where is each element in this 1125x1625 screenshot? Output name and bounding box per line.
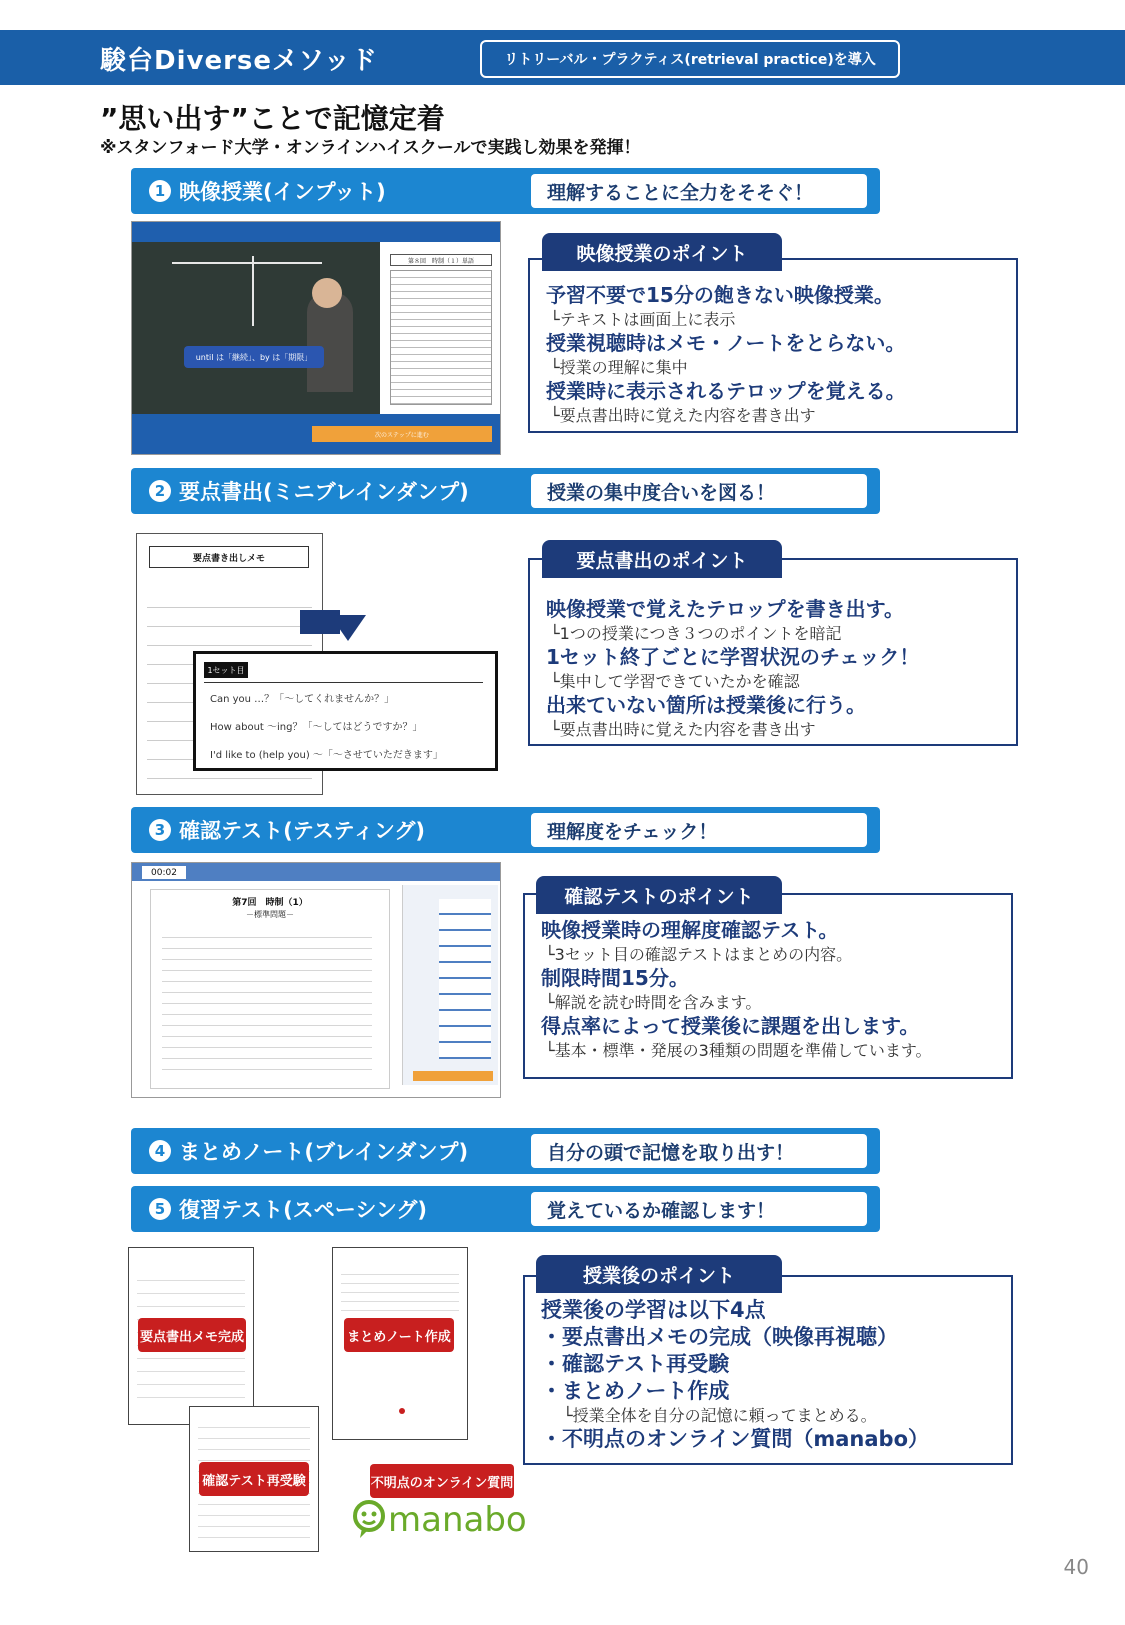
step-bar-2 [131, 468, 880, 514]
test-screenshot: 00:02 第7回 時制（1） －標準問題－ [131, 862, 501, 1098]
word-table: 第８回 時制（１）単語 [380, 242, 501, 414]
arrow-down-icon [330, 615, 366, 641]
memo-sheet-zoom: 1セット目 Can you …？「～してくれませんか？」 How about ～ing？「～してはどうですか？」 I'd like to (help you) ～「～させていただきます」 [193, 651, 498, 771]
retest-label: 確認テスト再受験 [199, 1462, 309, 1496]
memo-points-tab: 要点書出のポイント [542, 540, 782, 578]
step-bar-3 [131, 807, 880, 853]
point-line-main: 出来ていない箇所は授業後に行う。 [546, 693, 866, 717]
step-number: 4 [149, 1140, 171, 1162]
point-line-sub: └テキストは画面上に表示 [550, 310, 736, 329]
point-line-main: 映像授業で覚えたテロップを書き出す。 [546, 597, 904, 621]
step-tag: 理解度をチェック！ [531, 813, 867, 847]
page-title: ”思い出す”ことで記憶定着 [100, 102, 445, 135]
step-tag: 自分の頭で記憶を取り出す！ [531, 1134, 867, 1168]
timer: 00:02 [142, 866, 186, 879]
page-number: 40 [1063, 1555, 1089, 1579]
summary-note-label: まとめノート作成 [344, 1318, 454, 1352]
after-item: ・確認テスト再受験 [541, 1352, 730, 1376]
online-question-label: 不明点のオンライン質問 [370, 1464, 514, 1498]
manabo-logo-icon [352, 1500, 386, 1540]
step-number: 3 [149, 819, 171, 841]
memo-complete-label: 要点書出メモ完成 [138, 1318, 246, 1352]
memo-line: I'd like to (help you) ～「～させていただきます」 [210, 750, 443, 761]
step-number: 5 [149, 1198, 171, 1220]
answer-panel [402, 885, 498, 1085]
caption-telop: until は「継続」、by は「期限」 [184, 346, 324, 368]
after-class-points-tab: 授業後のポイント [536, 1255, 782, 1293]
point-line-sub: └要点書出時に覚えた内容を書き出す [550, 406, 816, 425]
step-label: まとめノート(ブレインダンプ) [179, 1140, 469, 1164]
step-number: 2 [149, 480, 171, 502]
step-label: 復習テスト(スペーシング) [179, 1198, 427, 1222]
point-line-main: 映像授業時の理解度確認テスト。 [541, 918, 839, 942]
step-tag: 授業の集中度合いを図る！ [531, 474, 867, 508]
point-line-main: 予習不要で15分の飽きない映像授業。 [546, 283, 894, 307]
step-tag: 覚えているか確認します！ [531, 1192, 867, 1226]
step-label: 確認テスト(テスティング) [179, 819, 425, 843]
step-number: 1 [149, 180, 171, 202]
point-line-main: 得点率によって授業後に課題を出します。 [541, 1014, 920, 1038]
step-bar-1 [131, 168, 880, 214]
blackboard [132, 242, 380, 414]
step-bar-5 [131, 1186, 880, 1232]
memo-points-box [528, 558, 1018, 746]
step-label: 要点書出(ミニブレインダンプ) [179, 480, 469, 504]
point-line-main: 授業視聴時はメモ・ノートをとらない。 [546, 331, 906, 355]
after-item: ・要点書出メモの完成（映像再視聴） [541, 1325, 898, 1349]
point-line-main: 1セット終了ごとに学習状況のチェック！ [546, 645, 920, 669]
brand-title: 駿台Diverseメソッド [100, 46, 378, 76]
after-item: ・まとめノート作成 [541, 1379, 730, 1403]
memo-line: Can you …？「～してくれませんか？」 [210, 694, 395, 705]
point-line-sub: └解説を読む時間を含みます。 [545, 993, 762, 1012]
point-line-sub: └1つの授業につき３つのポイントを暗記 [550, 624, 842, 643]
point-line-sub: └要点書出時に覚えた内容を書き出す [550, 720, 816, 739]
memo-sheet-back: 要点書き出しメモ [136, 533, 323, 795]
video-points-box [528, 258, 1018, 433]
point-line-sub: └基本・標準・発展の3種類の問題を準備しています。 [545, 1041, 932, 1060]
point-line-sub: └集中して学習できていたかを確認 [550, 672, 800, 691]
after-class-points-box [523, 1275, 1013, 1465]
tagline-badge: リトリーバル・プラクティス(retrieval practice)を導入 [480, 40, 900, 78]
step-tag: 理解することに全力をそそぐ！ [531, 174, 867, 208]
step-bar-4 [131, 1128, 880, 1174]
point-line-sub: └授業の理解に集中 [550, 358, 688, 377]
memo-line: How about ～ing？「～してはどうですか？」 [210, 722, 423, 733]
manabo-logo-text: manabo [388, 1500, 527, 1540]
after-item: ・不明点のオンライン質問（manabo） [541, 1427, 930, 1451]
point-line-main: 授業時に表示されるテロップを覚える。 [546, 379, 906, 403]
video-points-tab: 映像授業のポイント [542, 233, 782, 271]
page-subtitle: ※スタンフォード大学・オンラインハイスクールで実践し効果を発揮！ [100, 138, 641, 158]
test-points-box [523, 893, 1013, 1079]
step-label: 映像授業(インプット) [179, 180, 386, 204]
after-heading: 授業後の学習は以下4点 [541, 1298, 766, 1322]
next-step-button: 次のステップに進む [312, 426, 492, 442]
point-line-sub: └3セット目の確認テストはまとめの内容。 [545, 945, 853, 964]
video-lesson-screenshot [131, 221, 501, 455]
point-line-main: 制限時間15分。 [541, 966, 689, 990]
test-points-tab: 確認テストのポイント [536, 876, 782, 914]
after-item-sub: └授業全体を自分の記憶に頼ってまとめる。 [563, 1406, 877, 1425]
